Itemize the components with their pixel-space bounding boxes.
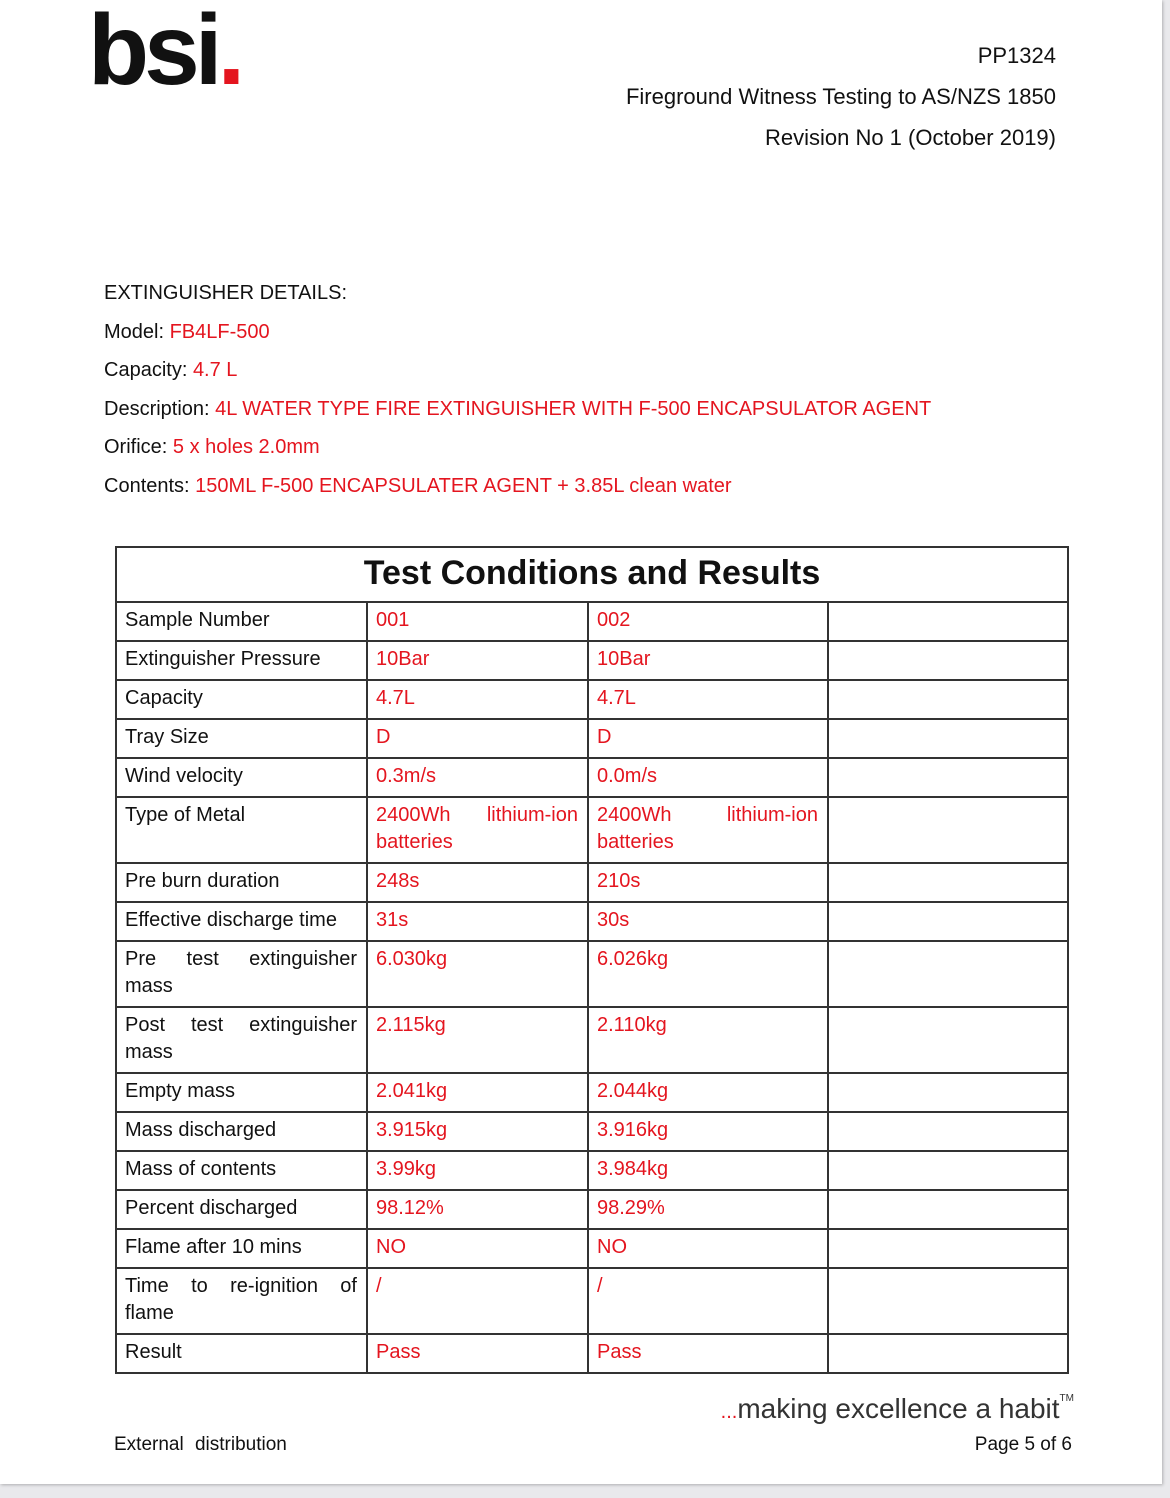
bsi-logo: bsi. [88, 0, 241, 106]
table-row [116, 1229, 1068, 1268]
sample-1-value: / [367, 1268, 588, 1334]
sample-3-value [828, 902, 1068, 941]
sample-1-value: Pass [367, 1334, 588, 1373]
sample-1-value: 6.030kg [367, 941, 588, 1007]
table-row [116, 602, 1068, 641]
sample-3-value [828, 1007, 1068, 1073]
table-row [116, 1112, 1068, 1151]
row-label: Extinguisher Pressure [116, 641, 367, 680]
row-label: Effective discharge time [116, 902, 367, 941]
row-label: Mass of contents [116, 1151, 367, 1190]
row-label: Mass discharged [116, 1112, 367, 1151]
row-label: Wind velocity [116, 758, 367, 797]
row-label: Result [116, 1334, 367, 1373]
table-title: Test Conditions and Results [116, 547, 1068, 602]
table-row [116, 641, 1068, 680]
sample-3-value [828, 1190, 1068, 1229]
detail-model: Model: FB4LF-500 [104, 320, 270, 343]
sample-1-value: 0.3m/s [367, 758, 588, 797]
table-row [116, 1268, 1068, 1334]
sample-2-value: 6.026kg [588, 941, 828, 1007]
row-label: Tray Size [116, 719, 367, 758]
sample-1-value: 10Bar [367, 641, 588, 680]
sample-3-value [828, 719, 1068, 758]
row-label: Type of Metal [116, 797, 367, 863]
sample-1-value: 2.115kg [367, 1007, 588, 1073]
row-label: Sample Number [116, 602, 367, 641]
table-row [116, 680, 1068, 719]
distribution-note: External distribution [114, 1434, 287, 1455]
sample-3-value [828, 941, 1068, 1007]
table-row [116, 1151, 1068, 1190]
table-row [116, 797, 1068, 863]
results-table [115, 546, 1069, 1374]
sample-2-value: 002 [588, 602, 828, 641]
sample-1-value: 248s [367, 863, 588, 902]
sample-2-value: 98.29% [588, 1190, 828, 1229]
sample-1-value: 001 [367, 602, 588, 641]
sample-1-value: 3.915kg [367, 1112, 588, 1151]
row-label: Pre test extinguisher mass [116, 941, 367, 1007]
sample-3-value [828, 1073, 1068, 1112]
sample-3-value [828, 797, 1068, 863]
detail-orifice: Orifice: 5 x holes 2.0mm [104, 436, 320, 458]
sample-2-value: D [588, 719, 828, 758]
sample-3-value [828, 758, 1068, 797]
doc-title: Fireground Witness Testing to AS/NZS 1850 [625, 84, 1056, 109]
sample-1-value: 98.12% [367, 1190, 588, 1229]
detail-contents: Contents: 150ML F-500 ENCAPSULATER AGENT + 3.85L clean water [104, 474, 732, 497]
table-row [116, 1007, 1068, 1073]
row-label: Empty mass [116, 1073, 367, 1112]
detail-capacity: Capacity: 4.7 L [104, 359, 238, 381]
row-label: Flame after 10 mins [116, 1229, 367, 1268]
sample-3-value [828, 602, 1068, 641]
sample-2-value: 2400Wh lithium-ion batteries [588, 797, 828, 863]
sample-1-value: 2.041kg [367, 1073, 588, 1112]
doc-code: PP1324 [977, 43, 1056, 68]
sample-1-value: 2400Wh lithium-ion batteries [367, 797, 588, 863]
sample-1-value: 31s [367, 902, 588, 941]
row-label: Time to re-ignition of flame [116, 1268, 367, 1334]
sample-2-value: 2.044kg [588, 1073, 828, 1112]
sample-1-value: NO [367, 1229, 588, 1268]
table-row [116, 863, 1068, 902]
table-row [116, 1073, 1068, 1112]
extinguisher-details [104, 280, 931, 511]
sample-2-value: 4.7L [588, 680, 828, 719]
sample-2-value: Pass [588, 1334, 828, 1373]
sample-1-value: 3.99kg [367, 1151, 588, 1190]
table-row [116, 758, 1068, 797]
detail-description: Description: 4L WATER TYPE FIRE EXTINGUISHER WITH F-500 ENCAPSULATOR AGENT [104, 397, 932, 420]
row-label: Capacity [116, 680, 367, 719]
table-row [116, 941, 1068, 1007]
page-number: Page 5 of 6 [974, 1434, 1072, 1455]
doc-revision: Revision No 1 (October 2019) [764, 125, 1056, 150]
brand-slogan: ...making excellence a habit™ [720, 1393, 1074, 1424]
sample-3-value [828, 680, 1068, 719]
row-label: Pre burn duration [116, 863, 367, 902]
sample-2-value: / [588, 1268, 828, 1334]
sample-3-value [828, 863, 1068, 902]
sample-2-value: NO [588, 1229, 828, 1268]
sample-3-value [828, 1268, 1068, 1334]
sample-3-value [828, 1334, 1068, 1373]
table-row [116, 1190, 1068, 1229]
table-row [116, 902, 1068, 941]
table-row [116, 719, 1068, 758]
sample-2-value: 3.984kg [588, 1151, 828, 1190]
sample-2-value: 210s [588, 863, 828, 902]
sample-3-value [828, 1229, 1068, 1268]
sample-2-value: 0.0m/s [588, 758, 828, 797]
table-row [116, 1334, 1068, 1373]
row-label: Percent discharged [116, 1190, 367, 1229]
sample-2-value: 10Bar [588, 641, 828, 680]
sample-2-value: 3.916kg [588, 1112, 828, 1151]
sample-3-value [828, 1151, 1068, 1190]
sample-1-value: D [367, 719, 588, 758]
sample-1-value: 4.7L [367, 680, 588, 719]
sample-2-value: 2.110kg [588, 1007, 828, 1073]
row-label: Post test extinguisher mass [116, 1007, 367, 1073]
sample-3-value [828, 1112, 1068, 1151]
details-heading: EXTINGUISHER DETAILS: [104, 282, 348, 304]
sample-3-value [828, 641, 1068, 680]
sample-2-value: 30s [588, 902, 828, 941]
